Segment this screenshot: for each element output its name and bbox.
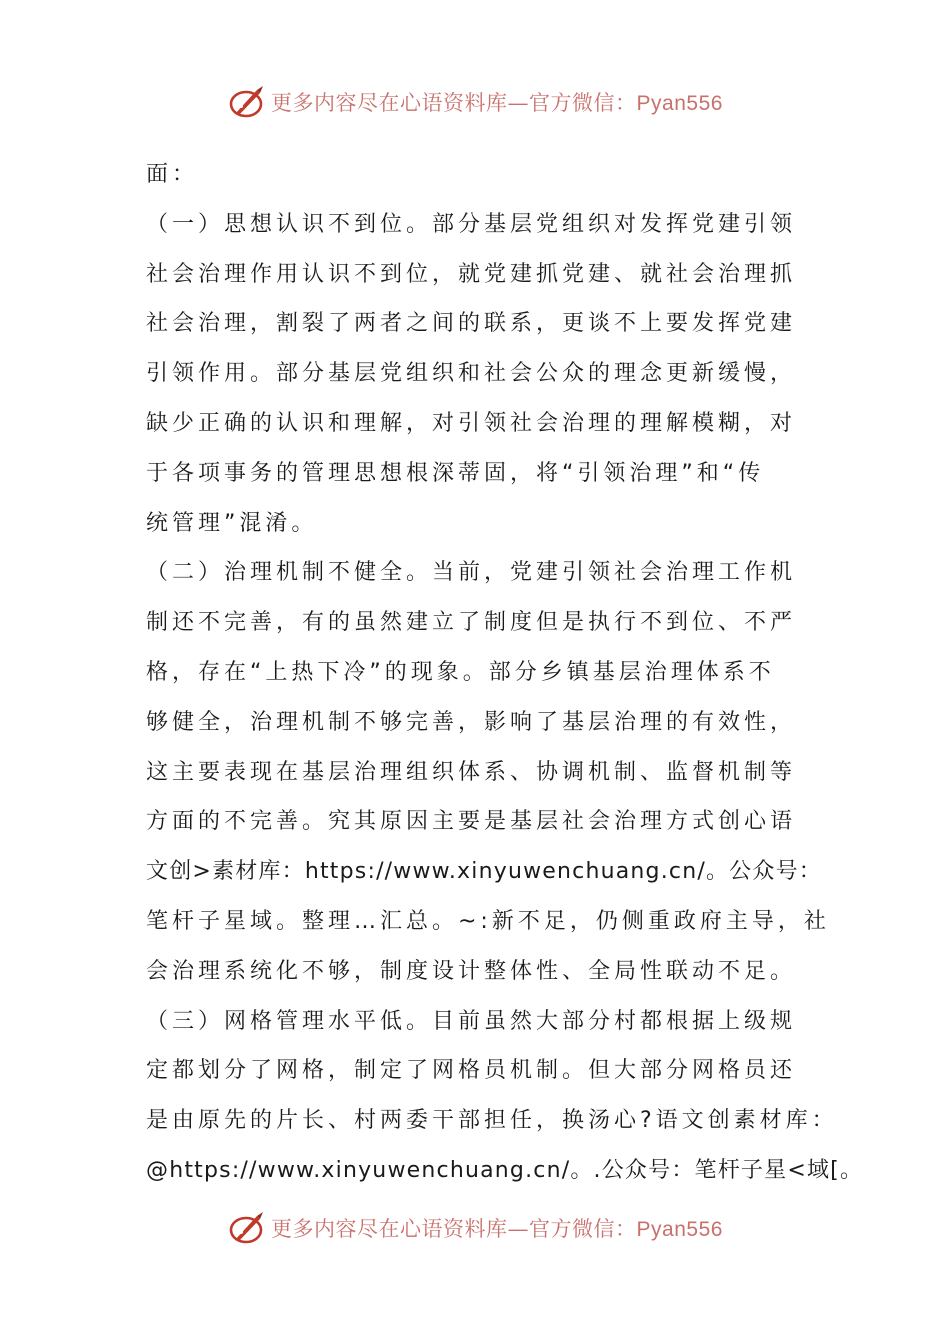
text-line: （二）治理机制不健全。当前，党建引领社会治理工作机: [146, 560, 797, 586]
text-line: 于各项事务的管理思想根深蒂固，将“引领治理”和“传: [146, 460, 765, 486]
text-line: 社会治理作用认识不到位，就党建抓党建、就社会治理抓: [146, 261, 797, 287]
text-line: 是由原先的片长、村两委干部担任，换汤心?语文创素材库：: [146, 1108, 838, 1134]
text-line: @https://www.xinyuwenchuang.cn/。.公众号：笔杆子星<域[。: [146, 1157, 864, 1183]
banner-text: 更多内容尽在心语资料库—官方微信：Pyan556: [271, 1217, 723, 1241]
text-line: 定都划分了网格，制定了网格员机制。但大部分网格员还: [146, 1058, 797, 1084]
header-banner: [0, 82, 950, 122]
text-line: 缺少正确的认识和理解，对引领社会治理的理解模糊，对: [146, 410, 797, 436]
text-line: 面：: [146, 162, 199, 187]
text-line: （一）思想认识不到位。部分基层党组织对发挥党建引领: [146, 211, 797, 237]
text-line: 社会治理，割裂了两者之间的联系，更谈不上要发挥党建: [146, 311, 797, 337]
text-line: 格，存在“上热下冷”的现象。部分乡镇基层治理体系不: [146, 659, 775, 685]
text-line: 引领作用。部分基层党组织和社会公众的理念更新缓慢，: [146, 361, 797, 387]
text-line: 统管理”混淆。: [146, 510, 318, 536]
footer-banner: [0, 1208, 950, 1248]
text-line: （三）网格管理水平低。目前虽然大部分村都根据上级规: [146, 1008, 797, 1034]
text-line: 文创>素材库：https://www.xinyuwenchuang.cn/。公众号：: [146, 859, 822, 885]
text-line: 笔杆子星域。整理…汇总。~:新不足，仍侧重政府主导，社: [146, 908, 830, 934]
text-line: 方面的不完善。究其原因主要是基层社会治理方式创心语: [146, 809, 797, 835]
text-line: 会治理系统化不够，制度设计整体性、全局性联动不足。: [146, 958, 797, 984]
document-body: [146, 150, 864, 1196]
text-line: 制还不完善，有的虽然建立了制度但是执行不到位、不严: [146, 610, 797, 636]
quill-logo-icon: [227, 84, 267, 120]
text-line: 够健全，治理机制不够完善，影响了基层治理的有效性，: [146, 709, 797, 735]
text-line: 这主要表现在基层治理组织体系、协调机制、监督机制等: [146, 759, 797, 785]
banner-text: 更多内容尽在心语资料库—官方微信：Pyan556: [271, 91, 723, 115]
quill-logo-icon: [227, 1210, 267, 1246]
